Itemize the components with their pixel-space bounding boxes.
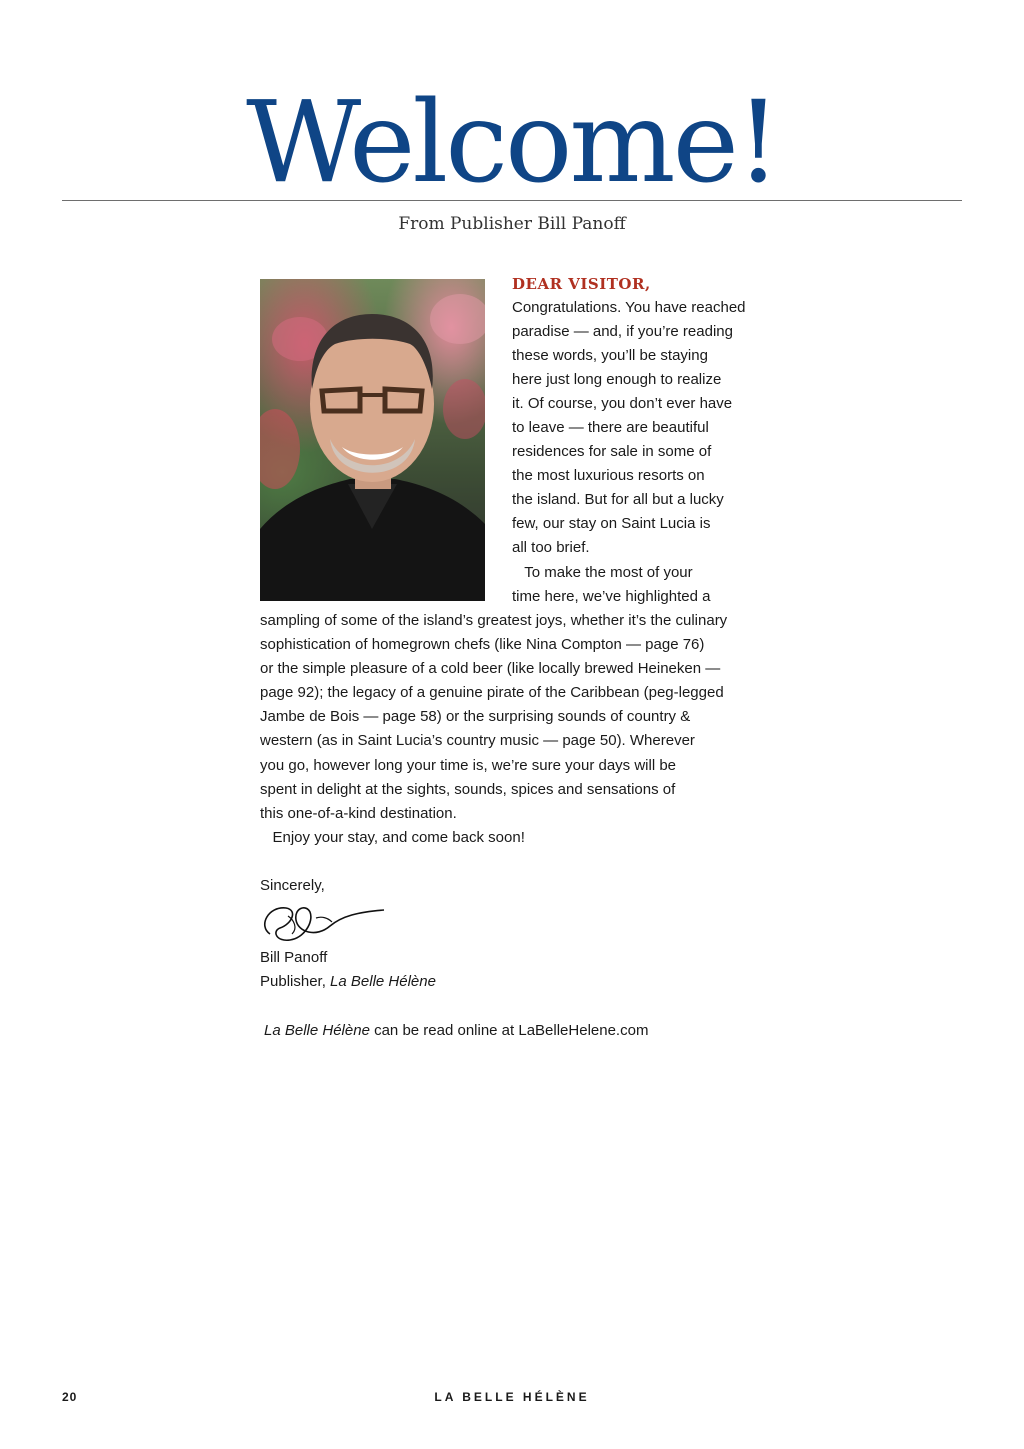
letter-line: here just long enough to realize	[512, 371, 722, 388]
letter-line: or the simple pleasure of a cold beer (like locally brewed Heineken —	[260, 660, 721, 677]
letter-line: these words, you’ll be staying	[512, 347, 708, 364]
letter-line: sophistication of homegrown chefs (like Nina Compton — page 76)	[260, 636, 705, 653]
letter-line: paradise — and, if you’re reading	[512, 323, 733, 340]
signature-image	[258, 898, 393, 953]
letter-line: Enjoy your stay, and come back soon!	[260, 829, 525, 846]
letter-line: spent in delight at the sights, sounds, spices and sensations of	[260, 781, 676, 798]
title-divider	[62, 200, 962, 201]
letter-line: residences for sale in some of	[512, 443, 712, 460]
signer-name: Bill Panoff	[260, 949, 328, 966]
letter-line: Jambe de Bois — page 58) or the surprising sounds of country &	[260, 708, 691, 725]
signer-title: Publisher, La Belle Hélène	[260, 973, 436, 990]
page-title: Welcome!	[246, 78, 778, 208]
letter-line: Congratulations. You have reached	[512, 299, 746, 316]
online-note: La Belle Hélène can be read online at LaBelleHelene.com	[264, 1022, 649, 1039]
letter-line: few, our stay on Saint Lucia is	[512, 515, 711, 532]
byline: From Publisher Bill Panoff	[398, 214, 626, 234]
magazine-name: La Belle Hélène	[330, 973, 436, 990]
letter-line: it. Of course, you don’t ever have	[512, 395, 733, 412]
salutation: DEAR VISITOR,	[512, 275, 651, 293]
footer-magazine-title: LA BELLE HÉLÈNE	[434, 1390, 590, 1404]
letter-line: the island. But for all but a lucky	[512, 491, 724, 508]
letter-line: To make the most of your	[512, 564, 693, 581]
publisher-portrait	[260, 279, 485, 601]
letter-line: all too brief.	[512, 539, 590, 556]
letter-line: time here, we’ve highlighted a	[512, 588, 711, 605]
letter-line: this one-of-a-kind destination.	[260, 805, 457, 822]
letter-line: western (as in Saint Lucia’s country music — page 50). Wherever	[260, 732, 695, 749]
letter-line: the most luxurious resorts on	[512, 467, 705, 484]
closing: Sincerely,	[260, 877, 325, 894]
letter-line: to leave — there are beautiful	[512, 419, 709, 436]
page-number: 20	[62, 1390, 78, 1404]
letter-line: you go, however long your time is, we’re sure your days will be	[260, 757, 677, 774]
magazine-name: La Belle Hélène	[264, 1022, 370, 1039]
letter-line: sampling of some of the island’s greatest joys, whether it’s the culinary	[260, 612, 728, 629]
letter-line: page 92); the legacy of a genuine pirate of the Caribbean (peg-legged	[260, 684, 724, 701]
